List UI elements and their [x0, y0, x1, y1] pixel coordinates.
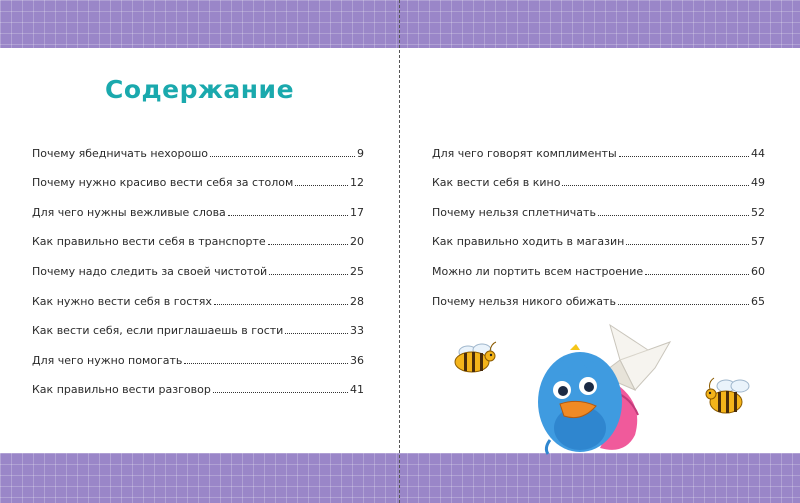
- toc-entry-page: 44: [751, 146, 765, 160]
- dot-leader: [214, 304, 348, 305]
- toc-entry-page: 57: [751, 235, 765, 249]
- toc-entry: [432, 248, 765, 278]
- dot-leader: [268, 244, 348, 245]
- dot-leader: [645, 274, 749, 275]
- toc-entry-page: 33: [350, 324, 364, 338]
- toc-entry-title: Почему нужно красиво вести себя за столом: [32, 176, 294, 190]
- toc-entry-page: 49: [751, 176, 765, 190]
- toc-entry: [432, 219, 765, 249]
- dot-leader: [618, 304, 749, 305]
- dot-leader: [210, 156, 355, 157]
- toc-entry-title: Для чего нужны вежливые слова: [32, 205, 226, 219]
- dot-leader: [269, 274, 348, 275]
- toc-entry: [32, 248, 364, 278]
- toc-entry-page: 52: [751, 205, 765, 219]
- toc-entry: [32, 308, 364, 338]
- toc-entry: [32, 337, 364, 367]
- toc-entry: [32, 219, 364, 249]
- left-page: [0, 48, 399, 453]
- toc-entry-title: Как правильно вести себя в транспорте: [32, 235, 266, 249]
- toc-entry-page: 17: [350, 205, 364, 219]
- toc-entry-page: 25: [350, 264, 364, 278]
- toc-entry: [32, 278, 364, 308]
- toc-entry-title: Как вести себя в кино: [432, 176, 561, 190]
- illustration: [430, 320, 770, 455]
- toc-entry-title: Почему ябедничать нехорошо: [32, 146, 209, 160]
- toc-entry-title: Как нужно вести себя в гостях: [32, 294, 212, 308]
- dot-leader: [213, 392, 348, 393]
- toc-entry-page: 28: [350, 294, 364, 308]
- toc-entry-title: Как правильно ходить в магазин: [432, 235, 625, 249]
- toc-entry-page: 12: [350, 176, 364, 190]
- toc-entry: [432, 278, 765, 308]
- toc-entry-page: 9: [357, 146, 364, 160]
- toc-entry: [432, 189, 765, 219]
- toc-entry-title: Как правильно вести разговор: [32, 383, 211, 397]
- toc-entry-title: Для чего нужно помогать: [32, 353, 183, 367]
- toc-entry-title: Почему нельзя сплетничать: [432, 205, 596, 219]
- toc-entry: [32, 160, 364, 190]
- toc-entry: [432, 130, 765, 160]
- bee-icon: [706, 378, 749, 413]
- toc-entry-page: 20: [350, 235, 364, 249]
- dot-leader: [562, 185, 749, 186]
- toc-entry-title: Почему надо следить за своей чистотой: [32, 264, 268, 278]
- dot-leader: [228, 215, 348, 216]
- top-grid-band: [0, 0, 800, 48]
- bottom-grid-band: [0, 453, 800, 503]
- toc-list-right: [432, 130, 765, 308]
- toc-entry-page: 60: [751, 264, 765, 278]
- dot-leader: [598, 215, 749, 216]
- toc-entry: [32, 367, 364, 397]
- dot-leader: [626, 244, 749, 245]
- toc-entry: [32, 189, 364, 219]
- toc-entry-title: Можно ли портить всем настроение: [432, 264, 644, 278]
- toc-entry-title: Для чего говорят комплименты: [432, 146, 617, 160]
- toc-entry-page: 36: [350, 353, 364, 367]
- dot-leader: [285, 333, 348, 334]
- toc-entry: [32, 130, 364, 160]
- toc-entry-page: 41: [350, 383, 364, 397]
- toc-entry-page: 65: [751, 294, 765, 308]
- dot-leader: [619, 156, 749, 157]
- dot-leader: [295, 185, 348, 186]
- dot-leader: [184, 363, 348, 364]
- toc-entry: [432, 160, 765, 190]
- toc-list-left: [32, 130, 364, 396]
- contents-title: Содержание: [104, 75, 295, 104]
- toc-entry-title: Почему нельзя никого обижать: [432, 294, 616, 308]
- bee-icon: [455, 342, 496, 372]
- toc-entry-title: Как вести себя, если приглашаешь в гости: [32, 324, 284, 338]
